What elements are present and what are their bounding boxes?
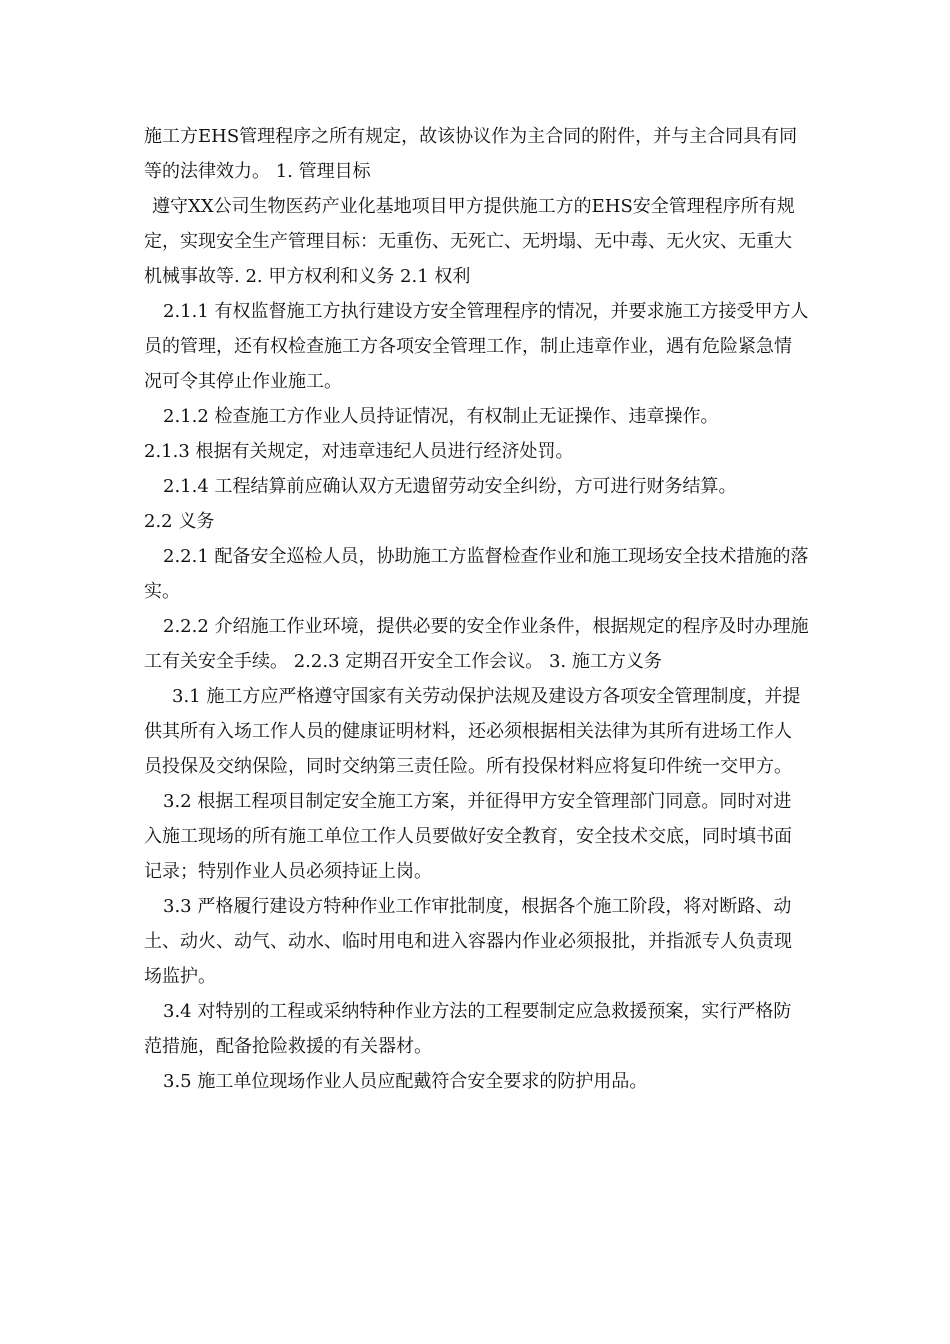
paragraph-3-4: 3.4 对特别的工程或采纳特种作业方法的工程要制定应急救援预案，实行严格防范措施，配备抢险救援的有关器材。 (144, 1001, 792, 1057)
paragraph-2-1-1: 2.1.1 有权监督施工方执行建设方安全管理程序的情况，并要求施工方接受甲方人员的管理，还有权检查施工方各项安全管理工作，制止违章作业，遇有危险紧急情况可令其停止作业施工。 (144, 301, 809, 392)
heading-2-2-obligations: 2.2 义务 (144, 511, 215, 532)
document-body (144, 119, 809, 1099)
paragraph-2-1-3: 2.1.3 根据有关规定，对违章违纪人员进行经济处罚。 (144, 441, 574, 462)
paragraph-intro: 施工方EHS管理程序之所有规定，故该协议作为主合同的附件，并与主合同具有同等的法律效力。 1. 管理目标 (144, 126, 798, 182)
paragraph-2-2-2: 2.2.2 介绍施工作业环境，提供必要的安全作业条件，根据规定的程序及时办理施工有关安全手续。 2.2.3 定期召开安全工作会议。 3. 施工方义务 (144, 616, 809, 672)
paragraph-3-2: 3.2 根据工程项目制定安全施工方案，并征得甲方安全管理部门同意。同时对进入施工现场的所有施工单位工作人员要做好安全教育，安全技术交底，同时填书面记录；特别作业人员必须持证上岗。 (144, 791, 792, 882)
paragraph-3-1: 3.1 施工方应严格遵守国家有关劳动保护法规及建设方各项安全管理制度，并提供其所有入场工作人员的健康证明材料，还必须根据相关法律为其所有进场工作人员投保及交纳保险，同时交纳第三责任险。所有投保材料应将复印件统一交甲方。 (144, 686, 801, 777)
paragraph-2-1-2: 2.1.2 检查施工方作业人员持证情况，有权制止无证操作、违章操作。 (163, 406, 719, 427)
paragraph-management-goal: 遵守XX公司生物医药产业化基地项目甲方提供施工方的EHS安全管理程序所有规定，实现安全生产管理目标：无重伤、无死亡、无坍塌、无中毒、无火灾、无重大机械事故等. 2. 甲方权利和义务 2.1 权利 (144, 196, 795, 287)
paragraph-2-1-4: 2.1.4 工程结算前应确认双方无遗留劳动安全纠纷，方可进行财务结算。 (163, 476, 737, 497)
paragraph-3-3: 3.3 严格履行建设方特种作业工作审批制度，根据各个施工阶段，将对断路、动土、动火、动气、动水、临时用电和进入容器内作业必须报批，并指派专人负责现场监护。 (144, 896, 792, 987)
paragraph-2-2-1: 2.2.1 配备安全巡检人员，协助施工方监督检查作业和施工现场安全技术措施的落实。 (144, 546, 809, 602)
paragraph-3-5: 3.5 施工单位现场作业人员应配戴符合安全要求的防护用品。 (163, 1071, 648, 1092)
